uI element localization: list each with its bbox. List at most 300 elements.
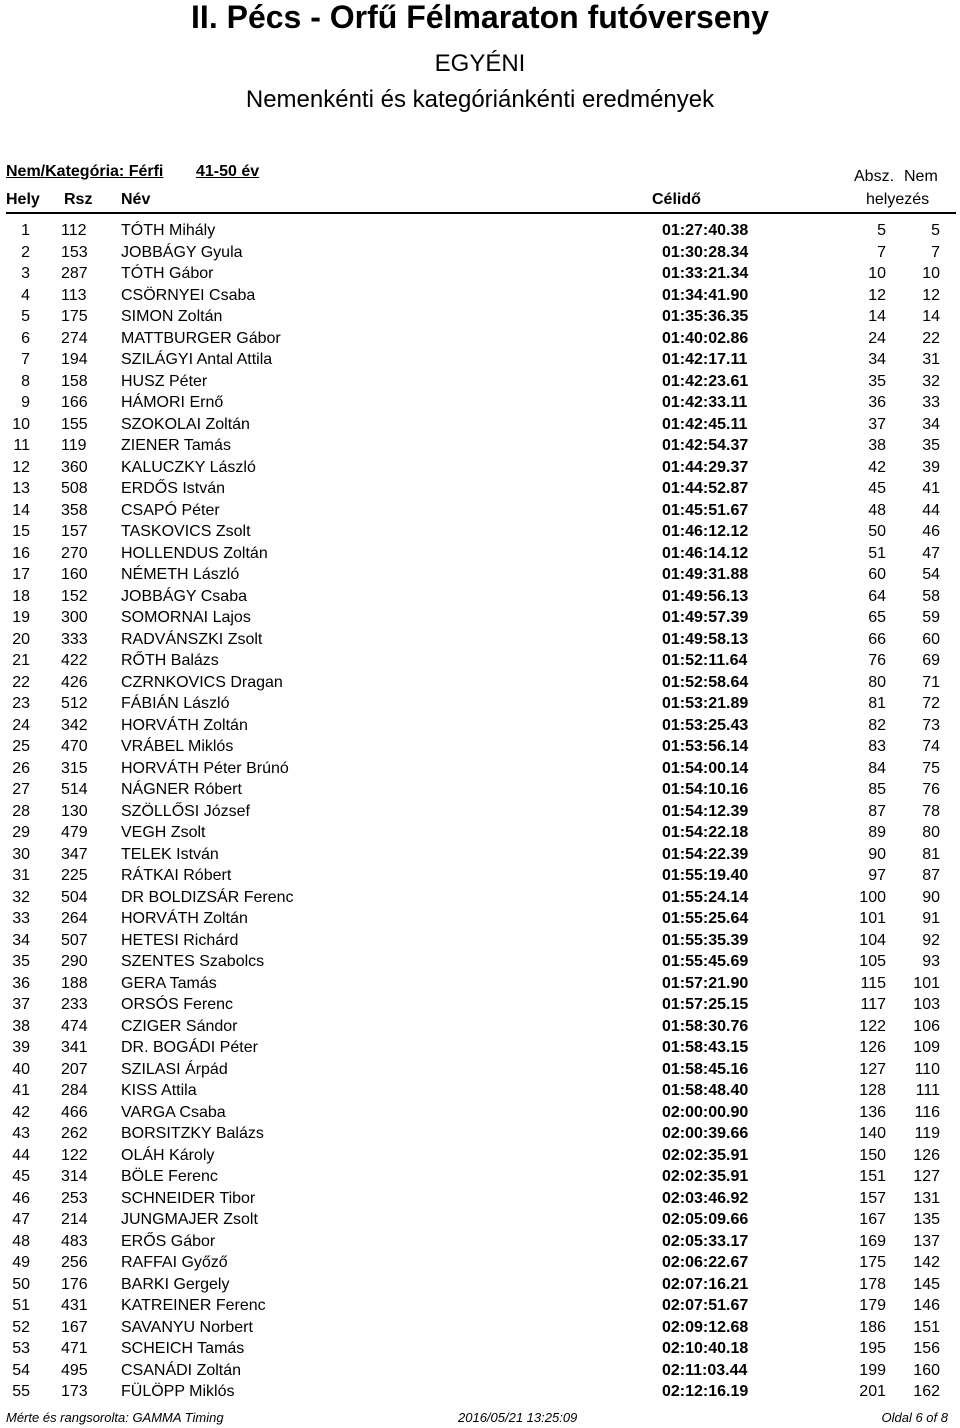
- cell-abs-helyezes: 83: [868, 738, 886, 755]
- cell-nev: FÜLÖPP Miklós: [121, 1383, 235, 1400]
- cell-nev: TASKOVICS Zsolt: [121, 523, 251, 540]
- cell-hely: 7: [21, 351, 30, 368]
- cell-nev: RAFFAI Győző: [121, 1254, 228, 1271]
- table-row: [0, 1103, 960, 1125]
- cell-abs-helyezes: 105: [859, 953, 886, 970]
- cell-nev: RÁTKAI Róbert: [121, 867, 232, 884]
- cell-rsz: 207: [61, 1060, 88, 1078]
- cell-celido: 01:52:11.64: [662, 652, 748, 669]
- cell-hely: 3: [21, 265, 30, 282]
- cell-celido: 02:03:46.92: [662, 1189, 749, 1207]
- cell-abs-helyezes: 150: [859, 1146, 886, 1164]
- cell-nev: HÁMORI Ernő: [121, 394, 224, 411]
- cell-rsz: 173: [61, 1383, 88, 1400]
- cell-nem-helyezes: 44: [922, 501, 940, 519]
- cell-hely: 28: [12, 802, 30, 820]
- cell-celido: 01:49:56.13: [662, 587, 749, 605]
- nem-column-label: Nem: [904, 168, 938, 185]
- cell-rsz: 341: [61, 1039, 88, 1056]
- cell-nem-helyezes: 22: [922, 329, 940, 347]
- cell-abs-helyezes: 101: [859, 910, 886, 927]
- cell-hely: 13: [12, 480, 30, 497]
- cell-nem-helyezes: 156: [913, 1340, 940, 1357]
- cell-celido: 02:07:16.21: [662, 1275, 749, 1293]
- table-row: [0, 780, 960, 802]
- cell-rsz: 479: [61, 824, 88, 841]
- cell-nev: SZILÁGYI Antal Attila: [121, 351, 273, 368]
- cell-celido: 01:34:41.90: [662, 286, 749, 304]
- cell-hely: 40: [12, 1060, 30, 1078]
- cell-nev: CSÖRNYEI Csaba: [121, 286, 256, 304]
- cell-nem-helyezes: 131: [913, 1189, 940, 1207]
- cell-nev: ORSÓS Ferenc: [121, 996, 234, 1013]
- table-row: [0, 1060, 960, 1082]
- header-nev: Név: [121, 191, 151, 208]
- cell-abs-helyezes: 179: [859, 1297, 886, 1314]
- table-row: [0, 716, 960, 738]
- cell-hely: 47: [12, 1211, 30, 1228]
- cell-nev: TELEK István: [121, 845, 219, 863]
- table-row: [0, 952, 960, 974]
- cell-nev: ERŐS Gábor: [121, 1232, 216, 1250]
- cell-abs-helyezes: 60: [868, 566, 886, 583]
- table-row: [0, 1146, 960, 1168]
- cell-rsz: 512: [61, 695, 88, 712]
- cell-hely: 6: [21, 329, 30, 347]
- cell-rsz: 342: [61, 716, 88, 734]
- cell-nev: HOLLENDUS Zoltán: [121, 544, 268, 562]
- cell-rsz: 314: [61, 1168, 88, 1185]
- table-row: [0, 630, 960, 652]
- cell-hely: 16: [12, 544, 30, 562]
- cell-nem-helyezes: 73: [922, 716, 940, 734]
- cell-hely: 11: [13, 437, 30, 454]
- cell-hely: 42: [12, 1103, 30, 1121]
- cell-hely: 15: [12, 523, 30, 540]
- cell-abs-helyezes: 195: [859, 1340, 886, 1357]
- cell-hely: 22: [12, 673, 30, 691]
- cell-nev: KATREINER Ferenc: [121, 1297, 266, 1314]
- cell-nev: CSAPÓ Péter: [121, 501, 220, 519]
- cell-rsz: 507: [61, 931, 88, 949]
- table-row: [0, 802, 960, 824]
- cell-rsz: 175: [61, 308, 88, 325]
- cell-rsz: 225: [61, 867, 88, 884]
- cell-abs-helyezes: 24: [868, 329, 886, 347]
- cell-nev: HORVÁTH Péter Brúnó: [121, 759, 289, 777]
- cell-hely: 24: [12, 716, 30, 734]
- cell-hely: 20: [12, 630, 30, 648]
- cell-rsz: 157: [61, 523, 88, 540]
- cell-nem-helyezes: 162: [913, 1383, 940, 1400]
- cell-celido: 01:49:57.39: [662, 609, 749, 626]
- table-row: [0, 1361, 960, 1383]
- cell-celido: 01:53:21.89: [662, 695, 749, 712]
- table-row: [0, 888, 960, 910]
- cell-abs-helyezes: 117: [860, 996, 886, 1013]
- cell-abs-helyezes: 100: [859, 888, 886, 906]
- table-row: [0, 221, 960, 243]
- table-row: [0, 995, 960, 1017]
- header-celido: Célidő: [652, 191, 701, 208]
- table-row: [0, 329, 960, 351]
- cell-rsz: 253: [61, 1189, 88, 1207]
- header-rsz: Rsz: [64, 191, 93, 208]
- table-row: [0, 372, 960, 394]
- cell-hely: 54: [12, 1361, 30, 1379]
- cell-nem-helyezes: 58: [922, 587, 940, 605]
- cell-abs-helyezes: 5: [877, 222, 886, 239]
- cell-nev: RŐTH Balázs: [121, 652, 219, 669]
- cell-abs-helyezes: 82: [868, 716, 886, 734]
- cell-celido: 01:46:14.12: [662, 544, 749, 562]
- cell-celido: 01:33:21.34: [662, 265, 749, 282]
- cell-nev: JOBBÁGY Csaba: [121, 587, 247, 605]
- cell-nev: SZILASI Árpád: [121, 1060, 228, 1078]
- cell-hely: 39: [12, 1039, 30, 1056]
- table-row: [0, 909, 960, 931]
- cell-nev: CZRNKOVICS Dragan: [121, 673, 283, 691]
- cell-rsz: 284: [61, 1082, 88, 1099]
- cell-hely: 33: [12, 910, 30, 927]
- cell-hely: 38: [12, 1017, 30, 1035]
- cell-hely: 45: [12, 1168, 30, 1185]
- cell-celido: 01:42:45.11: [662, 415, 748, 433]
- cell-abs-helyezes: 65: [868, 609, 886, 626]
- cell-nem-helyezes: 91: [922, 910, 940, 927]
- cell-celido: 01:44:52.87: [662, 480, 749, 497]
- cell-hely: 26: [12, 759, 30, 777]
- cell-abs-helyezes: 81: [868, 695, 886, 712]
- cell-abs-helyezes: 7: [877, 243, 886, 261]
- cell-nem-helyezes: 119: [914, 1125, 940, 1142]
- cell-nev: HETESI Richárd: [121, 931, 239, 949]
- cell-rsz: 119: [61, 437, 87, 454]
- cell-abs-helyezes: 169: [859, 1232, 886, 1250]
- cell-rsz: 347: [61, 845, 88, 863]
- cell-abs-helyezes: 45: [868, 480, 886, 497]
- cell-nem-helyezes: 35: [922, 437, 940, 454]
- cell-nem-helyezes: 74: [922, 738, 940, 755]
- cell-nem-helyezes: 33: [922, 394, 940, 411]
- cell-rsz: 514: [61, 781, 88, 798]
- cell-hely: 51: [12, 1297, 30, 1314]
- cell-nem-helyezes: 46: [922, 523, 940, 540]
- cell-abs-helyezes: 42: [868, 458, 886, 476]
- cell-rsz: 153: [61, 243, 88, 261]
- cell-rsz: 166: [61, 394, 88, 411]
- table-row: [0, 845, 960, 867]
- cell-nem-helyezes: 146: [913, 1297, 940, 1314]
- cell-celido: 01:57:21.90: [662, 974, 749, 992]
- cell-abs-helyezes: 175: [859, 1254, 886, 1271]
- footer-page-number: Oldal 6 of 8: [881, 1410, 948, 1425]
- cell-celido: 01:58:30.76: [662, 1017, 749, 1035]
- cell-nem-helyezes: 59: [922, 609, 940, 626]
- table-row: [0, 243, 960, 265]
- category-value: 41-50 év: [196, 163, 260, 180]
- cell-nem-helyezes: 126: [913, 1146, 940, 1164]
- cell-abs-helyezes: 76: [868, 652, 886, 669]
- cell-rsz: 194: [61, 351, 88, 368]
- cell-rsz: 214: [61, 1211, 88, 1228]
- cell-rsz: 287: [61, 265, 88, 282]
- cell-hely: 25: [12, 738, 30, 755]
- cell-rsz: 155: [61, 415, 88, 433]
- cell-celido: 01:55:25.64: [662, 910, 749, 927]
- cell-nev: ZIENER Tamás: [121, 437, 231, 454]
- cell-nem-helyezes: 54: [922, 566, 940, 583]
- cell-abs-helyezes: 66: [868, 630, 886, 648]
- cell-hely: 27: [12, 781, 30, 798]
- cell-hely: 34: [12, 931, 30, 949]
- cell-rsz: 270: [61, 544, 88, 562]
- cell-hely: 23: [12, 695, 30, 712]
- cell-abs-helyezes: 85: [868, 781, 886, 798]
- cell-hely: 32: [12, 888, 30, 906]
- cell-nev: FÁBIÁN László: [121, 695, 230, 712]
- cell-nev: SCHNEIDER Tibor: [121, 1189, 256, 1207]
- cell-celido: 01:58:45.16: [662, 1060, 749, 1078]
- table-row: [0, 307, 960, 329]
- cell-celido: 01:54:00.14: [662, 759, 749, 777]
- cell-abs-helyezes: 51: [868, 544, 886, 562]
- table-row: [0, 1167, 960, 1189]
- cell-nem-helyezes: 103: [913, 996, 940, 1013]
- cell-rsz: 274: [61, 329, 88, 347]
- cell-nem-helyezes: 111: [915, 1082, 940, 1099]
- cell-rsz: 315: [61, 759, 88, 777]
- cell-nem-helyezes: 127: [913, 1168, 940, 1185]
- cell-celido: 02:11:03.44: [662, 1361, 748, 1379]
- cell-nem-helyezes: 34: [922, 415, 940, 433]
- cell-rsz: 300: [61, 609, 88, 626]
- cell-hely: 9: [21, 394, 30, 411]
- cell-hely: 19: [12, 609, 30, 626]
- cell-nem-helyezes: 72: [922, 695, 940, 712]
- cell-nev: VRÁBEL Miklós: [121, 738, 234, 755]
- cell-rsz: 483: [61, 1232, 88, 1250]
- cell-nev: BARKI Gergely: [121, 1275, 230, 1293]
- page-title: II. Pécs - Orfű Félmaraton futóverseny: [191, 0, 769, 35]
- cell-abs-helyezes: 140: [859, 1125, 886, 1142]
- cell-rsz: 495: [61, 1361, 88, 1379]
- header-helyezes: helyezés: [866, 191, 930, 208]
- cell-nev: KISS Attila: [121, 1082, 197, 1099]
- table-row: [0, 651, 960, 673]
- cell-nem-helyezes: 145: [913, 1275, 940, 1293]
- cell-rsz: 508: [61, 480, 88, 497]
- cell-celido: 01:58:48.40: [662, 1082, 749, 1099]
- table-row: [0, 544, 960, 566]
- cell-hely: 46: [12, 1189, 30, 1207]
- cell-rsz: 112: [61, 222, 87, 239]
- cell-nev: SZÖLLŐSI József: [121, 802, 250, 820]
- cell-hely: 48: [12, 1232, 30, 1250]
- table-row: [0, 823, 960, 845]
- cell-hely: 1: [21, 222, 30, 239]
- cell-rsz: 422: [61, 652, 88, 669]
- cell-rsz: 122: [61, 1146, 88, 1164]
- cell-abs-helyezes: 34: [868, 351, 886, 368]
- cell-abs-helyezes: 84: [868, 759, 886, 777]
- table-row: [0, 522, 960, 544]
- cell-hely: 44: [12, 1146, 30, 1164]
- cell-nev: SZENTES Szabolcs: [121, 953, 265, 970]
- table-row: [0, 1038, 960, 1060]
- cell-nev: KALUCZKY László: [121, 458, 256, 476]
- table-row: [0, 673, 960, 695]
- cell-celido: 01:42:23.61: [662, 372, 749, 390]
- cell-rsz: 256: [61, 1254, 88, 1271]
- cell-abs-helyezes: 38: [868, 437, 886, 454]
- cell-abs-helyezes: 48: [868, 501, 886, 519]
- cell-abs-helyezes: 87: [868, 802, 886, 820]
- cell-celido: 01:54:12.39: [662, 802, 749, 820]
- cell-rsz: 431: [61, 1297, 88, 1314]
- table-row: [0, 1232, 960, 1254]
- cell-celido: 01:30:28.34: [662, 243, 749, 261]
- cell-celido: 01:54:22.18: [662, 824, 749, 841]
- cell-celido: 02:09:12.68: [662, 1318, 749, 1336]
- cell-nem-helyezes: 142: [913, 1254, 940, 1271]
- cell-rsz: 426: [61, 673, 88, 691]
- cell-nem-helyezes: 135: [913, 1211, 940, 1228]
- cell-rsz: 470: [61, 738, 88, 755]
- cell-celido: 01:46:12.12: [662, 523, 749, 540]
- table-row: [0, 436, 960, 458]
- cell-rsz: 233: [61, 996, 88, 1013]
- cell-hely: 2: [21, 243, 30, 261]
- category-label: Nem/Kategória: Férfi: [6, 163, 164, 180]
- cell-abs-helyezes: 12: [868, 286, 886, 304]
- cell-celido: 02:02:35.91: [662, 1146, 749, 1164]
- cell-hely: 5: [21, 308, 30, 325]
- cell-nev: SAVANYU Norbert: [121, 1318, 253, 1336]
- cell-rsz: 262: [61, 1125, 88, 1142]
- cell-nev: SIMON Zoltán: [121, 308, 223, 325]
- cell-celido: 01:49:58.13: [662, 630, 749, 648]
- cell-abs-helyezes: 178: [859, 1275, 886, 1293]
- cell-celido: 01:53:25.43: [662, 716, 749, 734]
- cell-celido: 01:52:58.64: [662, 673, 749, 691]
- cell-celido: 01:55:45.69: [662, 953, 749, 970]
- cell-rsz: 130: [61, 802, 88, 820]
- table-row: [0, 1124, 960, 1146]
- cell-hely: 18: [12, 587, 30, 605]
- cell-celido: 02:05:09.66: [662, 1211, 749, 1228]
- table-row: [0, 1253, 960, 1275]
- cell-celido: 01:44:29.37: [662, 458, 749, 476]
- cell-celido: 01:54:22.39: [662, 845, 749, 863]
- cell-nev: HORVÁTH Zoltán: [121, 716, 248, 734]
- cell-nem-helyezes: 151: [913, 1318, 940, 1336]
- cell-abs-helyezes: 157: [859, 1189, 886, 1207]
- table-row: [0, 415, 960, 437]
- cell-nev: SOMORNAI Lajos: [121, 609, 251, 626]
- cell-nem-helyezes: 90: [922, 888, 940, 906]
- cell-nem-helyezes: 69: [922, 652, 940, 669]
- category-row: [0, 160, 960, 184]
- table-row: [0, 931, 960, 953]
- cell-abs-helyezes: 50: [868, 523, 886, 540]
- cell-nem-helyezes: 5: [931, 222, 940, 239]
- cell-hely: 55: [12, 1383, 30, 1400]
- abs-column-label: Absz.: [854, 168, 895, 185]
- cell-celido: 01:57:25.15: [662, 996, 749, 1013]
- cell-abs-helyezes: 35: [868, 372, 886, 390]
- cell-nem-helyezes: 116: [914, 1103, 940, 1121]
- cell-abs-helyezes: 136: [859, 1103, 886, 1121]
- cell-rsz: 471: [61, 1340, 88, 1357]
- table-row: [0, 264, 960, 286]
- cell-nem-helyezes: 106: [913, 1017, 940, 1035]
- cell-celido: 02:10:40.18: [662, 1340, 749, 1357]
- page-subtitle: EGYÉNI: [434, 50, 526, 77]
- table-row: [0, 1339, 960, 1361]
- cell-nem-helyezes: 32: [922, 372, 940, 390]
- cell-nem-helyezes: 160: [913, 1361, 940, 1379]
- cell-celido: 01:42:17.11: [662, 351, 748, 368]
- cell-rsz: 474: [61, 1017, 88, 1035]
- cell-nev: JOBBÁGY Gyula: [121, 243, 243, 261]
- cell-abs-helyezes: 10: [868, 265, 886, 282]
- cell-nem-helyezes: 47: [922, 544, 940, 562]
- cell-abs-helyezes: 151: [859, 1168, 886, 1185]
- cell-celido: 01:27:40.38: [662, 222, 749, 239]
- cell-nem-helyezes: 137: [913, 1232, 940, 1250]
- cell-celido: 02:06:22.67: [662, 1254, 749, 1271]
- page-subtitle-secondary: Nemenkénti és kategóriánkénti eredmények: [245, 86, 715, 113]
- cell-nem-helyezes: 39: [922, 458, 940, 476]
- cell-nev: HUSZ Péter: [121, 372, 208, 390]
- table-row: [0, 974, 960, 996]
- cell-nem-helyezes: 92: [922, 931, 940, 949]
- cell-nem-helyezes: 76: [922, 781, 940, 798]
- table-row: [0, 458, 960, 480]
- results-table: [0, 221, 960, 1404]
- cell-nev: BÖLE Ferenc: [121, 1168, 218, 1185]
- cell-abs-helyezes: 126: [859, 1039, 886, 1056]
- table-row: [0, 1017, 960, 1039]
- cell-abs-helyezes: 89: [868, 824, 886, 841]
- table-row: [0, 350, 960, 372]
- cell-abs-helyezes: 64: [868, 587, 886, 605]
- cell-abs-helyezes: 167: [859, 1211, 886, 1228]
- cell-hely: 43: [12, 1125, 30, 1142]
- cell-nev: TÓTH Mihály: [121, 222, 216, 239]
- cell-nev: HORVÁTH Zoltán: [121, 910, 248, 927]
- cell-rsz: 158: [61, 372, 88, 390]
- table-row: [0, 501, 960, 523]
- table-row: [0, 866, 960, 888]
- cell-nev: NÉMETH László: [121, 566, 240, 583]
- cell-celido: 01:40:02.86: [662, 329, 749, 347]
- cell-abs-helyezes: 80: [868, 673, 886, 691]
- table-header: [0, 190, 960, 210]
- cell-celido: 02:02:35.91: [662, 1168, 749, 1185]
- header-hely: Hely: [6, 191, 40, 208]
- cell-celido: 02:12:16.19: [662, 1383, 749, 1400]
- cell-nem-helyezes: 109: [913, 1039, 940, 1056]
- cell-nem-helyezes: 80: [922, 824, 940, 841]
- cell-nem-helyezes: 60: [922, 630, 940, 648]
- cell-hely: 29: [12, 824, 30, 841]
- cell-nev: CSANÁDI Zoltán: [121, 1361, 242, 1379]
- cell-nem-helyezes: 101: [913, 974, 940, 992]
- table-row: [0, 1275, 960, 1297]
- cell-rsz: 466: [61, 1103, 88, 1121]
